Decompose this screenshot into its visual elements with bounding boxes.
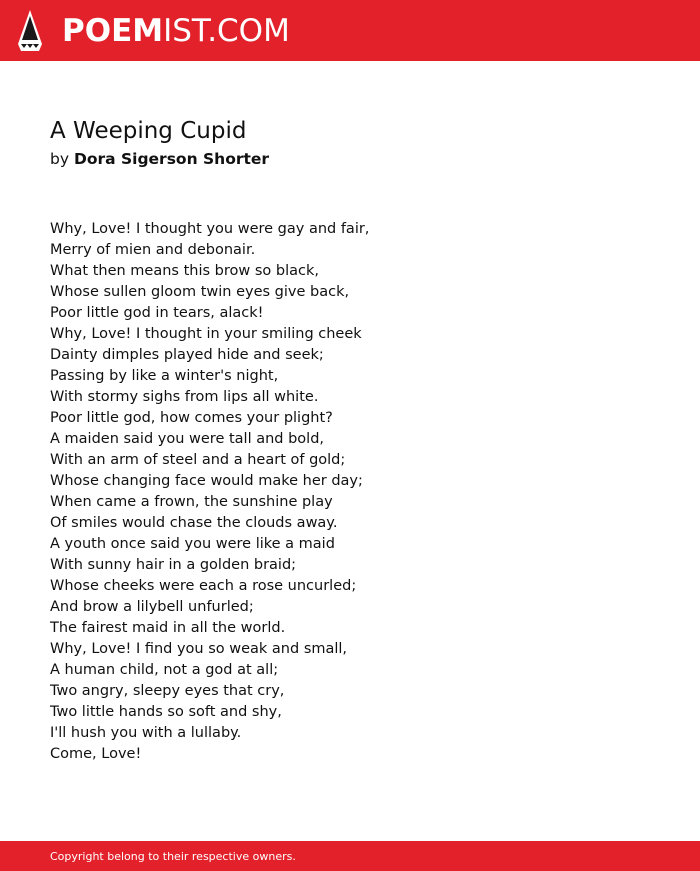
poem-title: A Weeping Cupid [50,118,247,144]
poem-line: Two angry, sleepy eyes that cry, [50,683,285,699]
site-header [0,0,700,61]
poem-line: Why, Love! I thought in your smiling cheek [50,326,362,342]
poem-line: With sunny hair in a golden braid; [50,557,297,573]
poem-line: With an arm of steel and a heart of gold; [50,452,346,468]
logo-bold-text: POEM [62,13,164,49]
byline [50,149,269,169]
logo-light-text: IST.COM [163,13,290,49]
poem-line: Whose changing face would make her day; [50,473,363,489]
poem-line: A maiden said you were tall and bold, [50,431,325,447]
poem-line: What then means this brow so black, [50,263,319,279]
site-footer [0,841,700,871]
poem-line: The fairest maid in all the world. [50,620,286,636]
poem-line: A human child, not a god at all; [50,662,279,678]
poem-line: Why, Love! I find you so weak and small, [50,641,348,657]
poem-line: Merry of mien and debonair. [50,242,256,258]
site-logo[interactable] [62,12,290,50]
poem-line: Come, Love! [50,746,142,762]
poem-line: A youth once said you were like a maid [50,536,335,552]
poem-body [50,219,369,765]
poem-line: Dainty dimples played hide and seek; [50,347,324,363]
author-name: Dora Sigerson Shorter [73,150,270,168]
poem-line: Passing by like a winter's night, [50,368,279,384]
by-label: by [50,150,70,168]
poem-line: Two little hands so soft and shy, [50,704,282,720]
poem-line: Poor little god in tears, alack! [50,305,264,321]
poem-line: Why, Love! I thought you were gay and fair, [50,221,370,237]
poem-line: And brow a lilybell unfurled; [50,599,254,615]
poem-line: Whose cheeks were each a rose uncurled; [50,578,357,594]
poem-line: Poor little god, how comes your plight? [50,410,333,426]
poem-line: When came a frown, the sunshine play [50,494,333,510]
poem-line: With stormy sighs from lips all white. [50,389,319,405]
poem-line: Whose sullen gloom twin eyes give back, [50,284,350,300]
pen-nib-icon[interactable] [18,10,42,51]
poem-line: Of smiles would chase the clouds away. [50,515,338,531]
copyright-text: Copyright belong to their respective owners. [50,850,296,863]
poem-line: I'll hush you with a lullaby. [50,725,242,741]
